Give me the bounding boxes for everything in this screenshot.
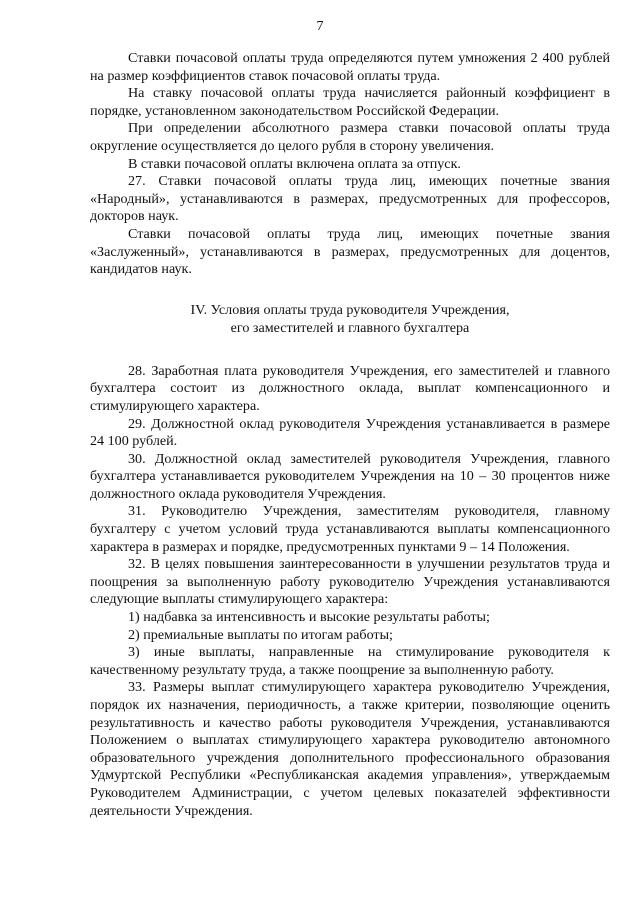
- list-item: 2) премиальные выплаты по итогам работы;: [128, 626, 393, 643]
- document-body: [90, 50, 610, 820]
- paragraph: Ставки почасовой оплаты труда определяются путем умножения 2 400 рублей на размер коэффициентов ставок почасовой оплаты труда.: [90, 50, 610, 84]
- section-heading-line-1: IV. Условия оплаты труда руководителя Учреждения,: [190, 301, 510, 318]
- paragraph: При определении абсолютного размера ставки почасовой оплаты труда округление осуществляется до целого рубля в сторону увеличения.: [90, 120, 610, 154]
- page-number: 7: [316, 19, 324, 34]
- list-item: 3) иные выплаты, направленные на стимулирование руководителя к качественному результату труда, а также поощрение за выполненную работу.: [90, 644, 610, 678]
- paragraph: В ставки почасовой оплаты включена оплата за отпуск.: [128, 155, 461, 172]
- list-item: 1) надбавка за интенсивность и высокие результаты работы;: [128, 609, 490, 626]
- paragraph: Ставки почасовой оплаты труда лиц, имеющих почетные звания «Заслуженный», устанавливаются в размерах, предусмотренных для доцентов, кандидатов наук.: [90, 225, 610, 278]
- paragraph-clause-27: 27. Ставки почасовой оплаты труда лиц, имеющих почетные звания «Народный», устанавливаются в размерах, предусмотренных для профессоров, докторов наук.: [90, 173, 610, 225]
- paragraph-clause-30: 30. Должностной оклад заместителей руководителя Учреждения, главного бухгалтера устанавливается руководителем Учреждения на 10 – 30 процентов ниже должностного оклада руководителя Учреждения.: [90, 450, 610, 502]
- paragraph-clause-28: 28. Заработная плата руководителя Учреждения, его заместителей и главного бухгалтера состоит из должностного оклада, выплат компенсационного и стимулирующего характера.: [90, 362, 610, 414]
- paragraph-clause-32: 32. В целях повышения заинтересованности в улучшении результатов труда и поощрения за выполненную работу руководителю Учреждения устанавливаются следующие выплаты стимулирующего характера:: [90, 556, 610, 608]
- paragraph-clause-31: 31. Руководителю Учреждения, заместителям руководителя, главному бухгалтеру с учетом условий труда устанавливаются выплаты компенсационного характера в размерах и порядке, предусмотренных пунктами 9 – 14 Положения.: [90, 503, 610, 555]
- paragraph: На ставку почасовой оплаты труда начисляется районный коэффициент в порядке, установленном законодательством Российской Федерации.: [90, 85, 610, 119]
- paragraph-clause-33: 33. Размеры выплат стимулирующего характера руководителю Учреждения, порядок их назначения, периодичность, а также критерии, позволяющие оценить результативность и качество работы руководителя Учреждения, устанавливаются Положением о выплатах стимулирующего характера руководителю автономного образовательного учреждения дополнительного профессионального образования Удмуртской Республики «Республиканская академия управления», утверждаемым Руководителем Администрации, с учетом целевых показателей эффективности деятельности Учреждения.: [90, 679, 610, 819]
- section-heading: [90, 301, 610, 337]
- paragraph-clause-29: 29. Должностной оклад руководителя Учреждения устанавливается в размере 24 100 рублей.: [90, 415, 610, 450]
- section-heading-line-2: его заместителей и главного бухгалтера: [230, 319, 470, 336]
